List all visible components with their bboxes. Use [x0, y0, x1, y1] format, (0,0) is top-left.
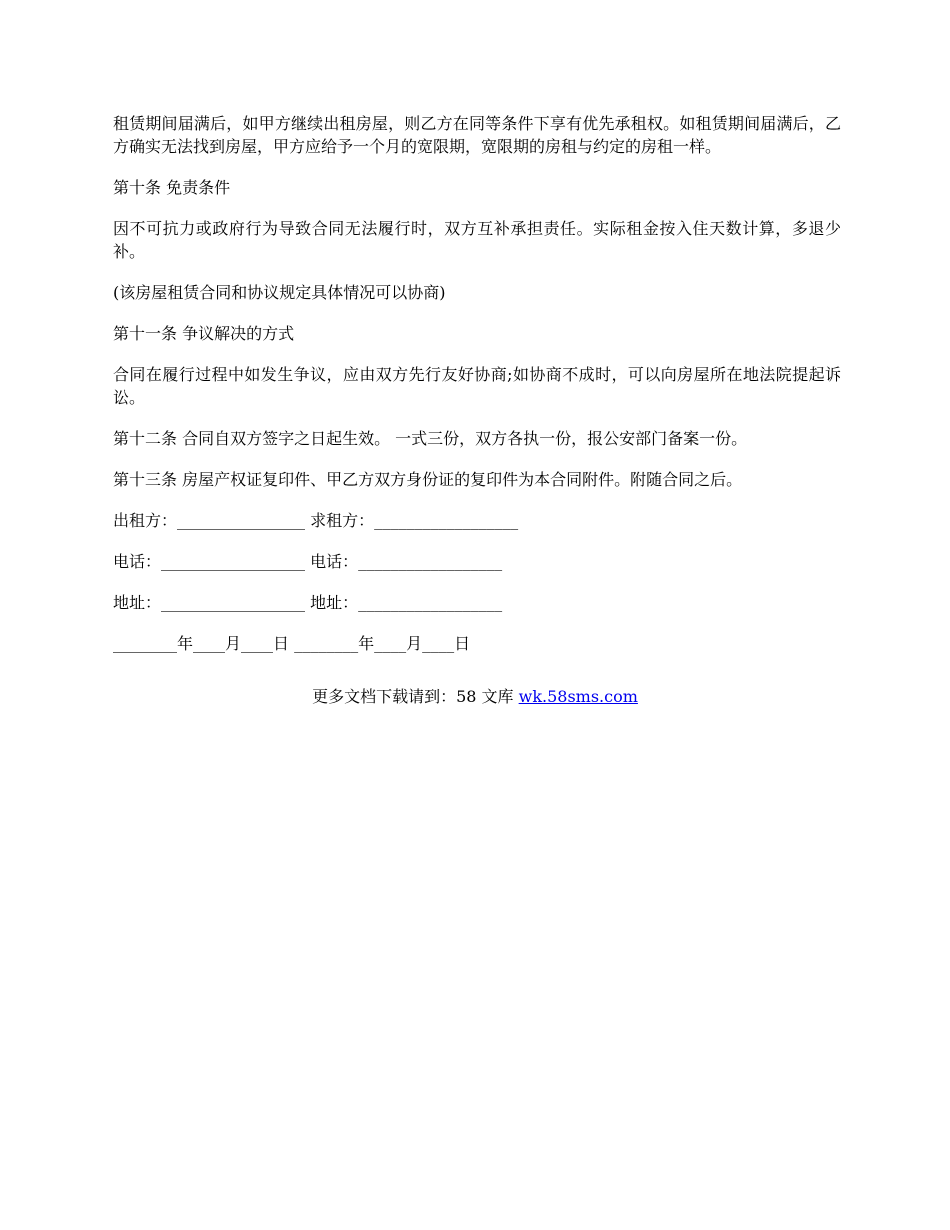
signature-date-line: ________年____月____日 ________年____月____日: [113, 634, 471, 653]
paragraph-dispute-resolution: 合同在履行过程中如发生争议，应由双方先行友好协商;如协商不成时，可以向房屋所在地法院提起诉讼。: [113, 365, 841, 407]
paragraph-force-majeure: 因不可抗力或政府行为导致合同无法履行时，双方互补承担责任。实际租金按入住天数计算，多退少补。: [113, 219, 841, 261]
heading-article-11: 第十一条 争议解决的方式: [113, 324, 295, 343]
signature-phone-line: 电话：__________________ 电话：__________________: [113, 552, 503, 571]
paragraph-article-13: 第十三条 房屋产权证复印件、甲乙方双方身份证的复印件为本合同附件。附随合同之后。: [113, 470, 743, 489]
paragraph-article-12: 第十二条 合同自双方签字之日起生效。 一式三份，双方各执一份，报公安部门备案一份。: [113, 429, 748, 448]
footer-link[interactable]: wk.58sms.com: [518, 687, 638, 706]
signature-parties-line: 出租方：________________ 求租方：__________________: [113, 511, 519, 530]
footer-text: 更多文档下载请到：58 文库: [312, 687, 519, 706]
document-body: [113, 112, 841, 673]
paragraph-negotiation-note: (该房屋租赁合同和协议规定具体情况可以协商): [113, 283, 446, 302]
heading-article-10: 第十条 免责条件: [113, 178, 231, 197]
paragraph-lease-renewal: 租赁期间届满后，如甲方继续出租房屋，则乙方在同等条件下享有优先承租权。如租赁期间届满后，乙方确实无法找到房屋，甲方应给予一个月的宽限期，宽限期的房租与约定的房租一样。: [113, 114, 841, 156]
footer-download-note: [0, 685, 950, 708]
signature-address-line: 地址：__________________ 地址：__________________: [113, 593, 503, 612]
